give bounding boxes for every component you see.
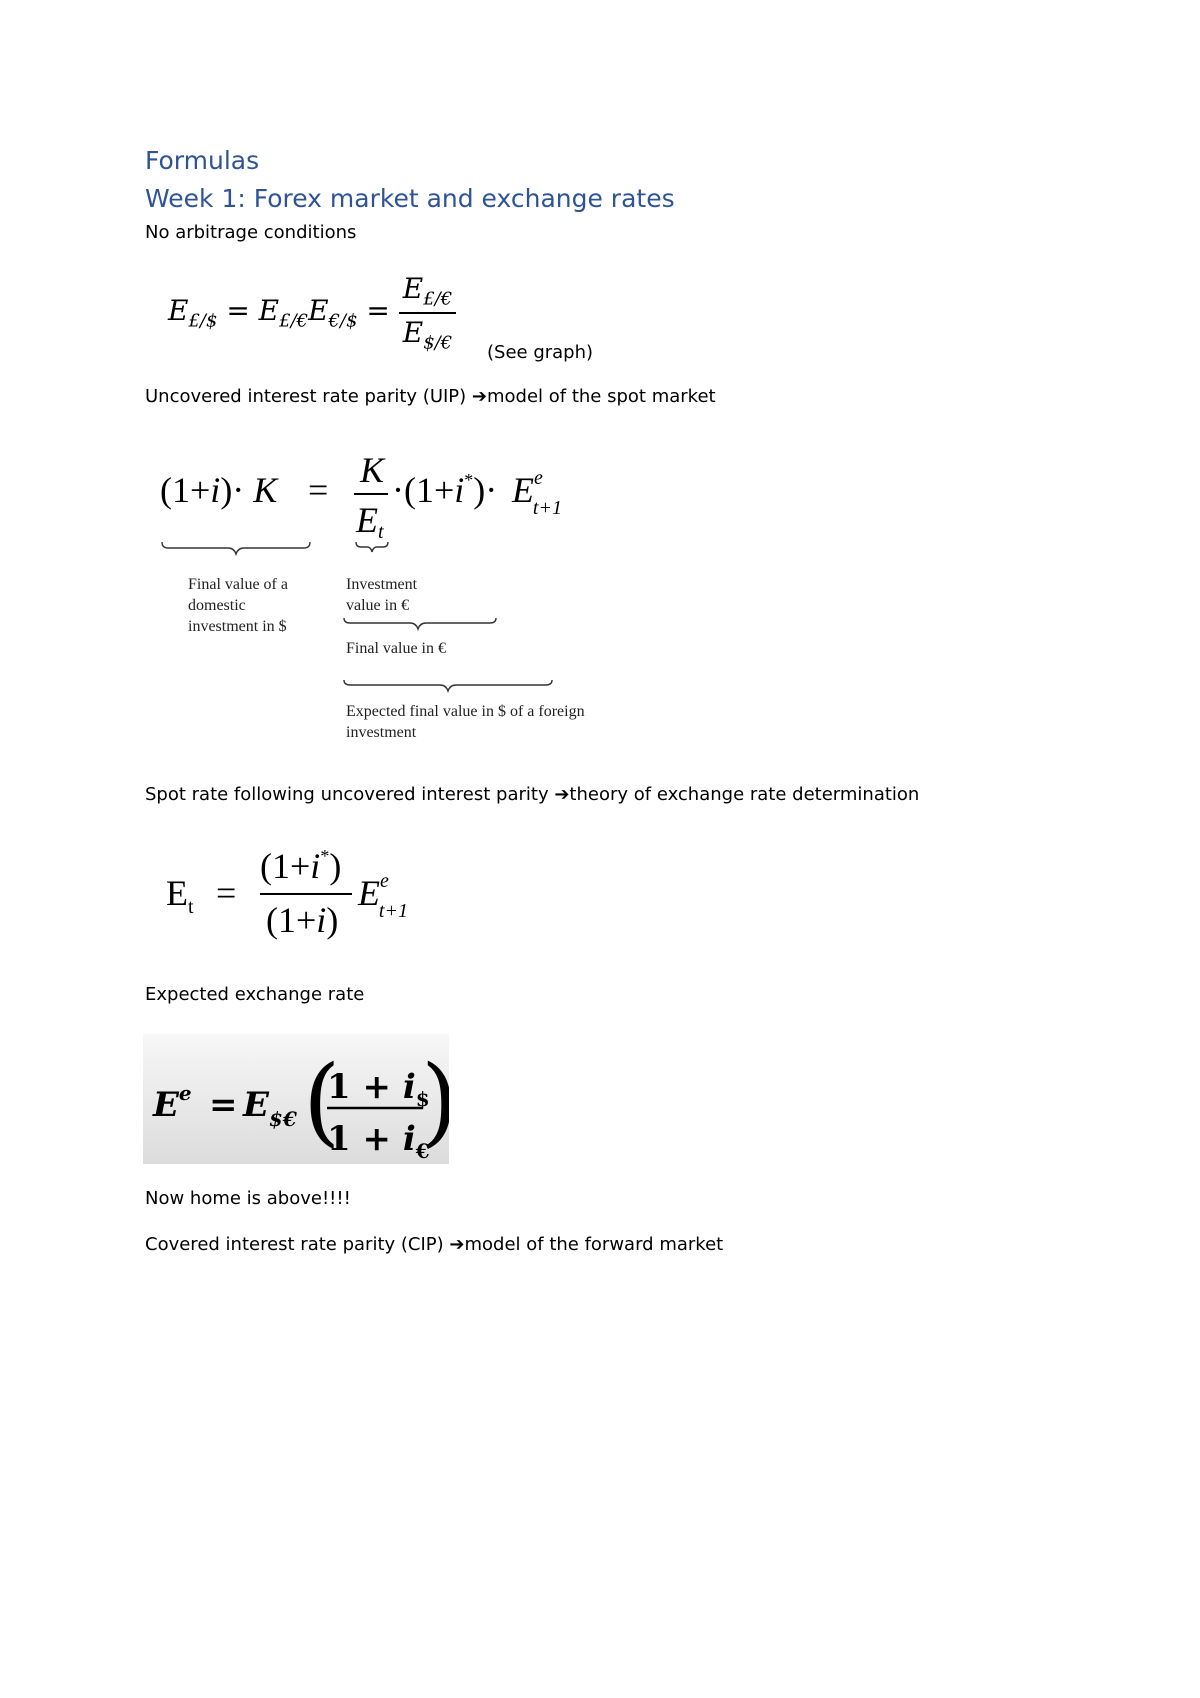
home-note: Now home is above!!!!	[145, 1188, 351, 1209]
spot-rate-formula-image	[160, 840, 460, 950]
cip-heading-text: Covered interest rate parity (CIP)	[145, 1234, 450, 1255]
expected-note	[346, 701, 585, 743]
svg-text:=: =	[209, 1085, 238, 1125]
uip-heading-text-post: model of the spot market	[487, 386, 716, 407]
note-line: value in €	[346, 597, 410, 614]
spot-heading-text: Spot rate following uncovered interest parity	[145, 784, 555, 805]
note-line: investment	[346, 724, 417, 741]
svg-text:Eet+1: $E^e$ t+1	[512, 467, 562, 519]
svg-text:1 + i€: $1 + i_€$	[327, 1119, 430, 1163]
cip-heading	[145, 1234, 723, 1255]
svg-text:(1+i): (1+i)	[266, 900, 339, 940]
note-line: domestic	[188, 597, 246, 614]
note-line: Investment	[346, 576, 418, 593]
note-line: Expected final value in $ of a foreign	[346, 703, 585, 720]
svg-text:Et: $E_t$	[166, 873, 194, 918]
note-line: Final value of a	[188, 576, 288, 593]
svg-text:Ee: $E^e$	[153, 1081, 192, 1125]
svg-text:Eet+1: $E^e$ t+1	[358, 870, 408, 922]
see-graph-note: (See graph)	[487, 342, 594, 363]
arrow-icon: ➔	[471, 386, 487, 407]
note-line: investment in $	[188, 618, 287, 635]
no-arbitrage-heading: No arbitrage conditions	[145, 222, 357, 243]
uip-heading	[145, 386, 716, 407]
arrow-icon: ➔	[554, 784, 570, 805]
svg-text:E$€: $E_{\$€}$	[243, 1085, 297, 1131]
expected-rate-heading: Expected exchange rate	[145, 984, 365, 1005]
uip-heading-text: Uncovered interest rate parity (UIP)	[145, 386, 472, 407]
investment-note	[346, 574, 417, 616]
expected-rate-formula-image	[143, 1034, 449, 1164]
final-eur-note: Final value in €	[346, 640, 446, 657]
spot-rate-heading	[145, 784, 919, 805]
svg-text:(: (	[303, 1045, 341, 1157]
domestic-note	[188, 574, 288, 637]
section-heading: Week 1: Forex market and exchange rates	[145, 184, 675, 213]
svg-text:(1+i)· K: (1+i)· K	[160, 470, 278, 510]
svg-text:(1+i*): (1+i*)	[260, 846, 342, 886]
svg-text:=: =	[216, 873, 237, 913]
cip-heading-text-post: model of the forward market	[464, 1234, 724, 1255]
page-title: Formulas	[145, 146, 260, 175]
svg-text:1 + i$: $1 + i_{\$}$	[327, 1067, 430, 1111]
svg-text:)	[421, 1045, 449, 1157]
fraction: $\frac{E_{£/€}}{E_{\$/€}}$	[399, 272, 456, 353]
spot-heading-text-post: theory of exchange rate determination	[569, 784, 920, 805]
arrow-icon: ➔	[449, 1234, 465, 1255]
svg-text:Et: Et	[356, 500, 384, 543]
svg-text:K: K	[360, 450, 385, 490]
svg-text:·(1+i*)·: ·(1+i*)·	[392, 470, 498, 510]
no-arbitrage-formula: $E_{£/\$} = E_{£/€}E_{€/\$}$ = $\frac{E_{£/€}}{E_{\$/€}}$	[168, 272, 456, 353]
svg-text:=: =	[308, 470, 329, 510]
